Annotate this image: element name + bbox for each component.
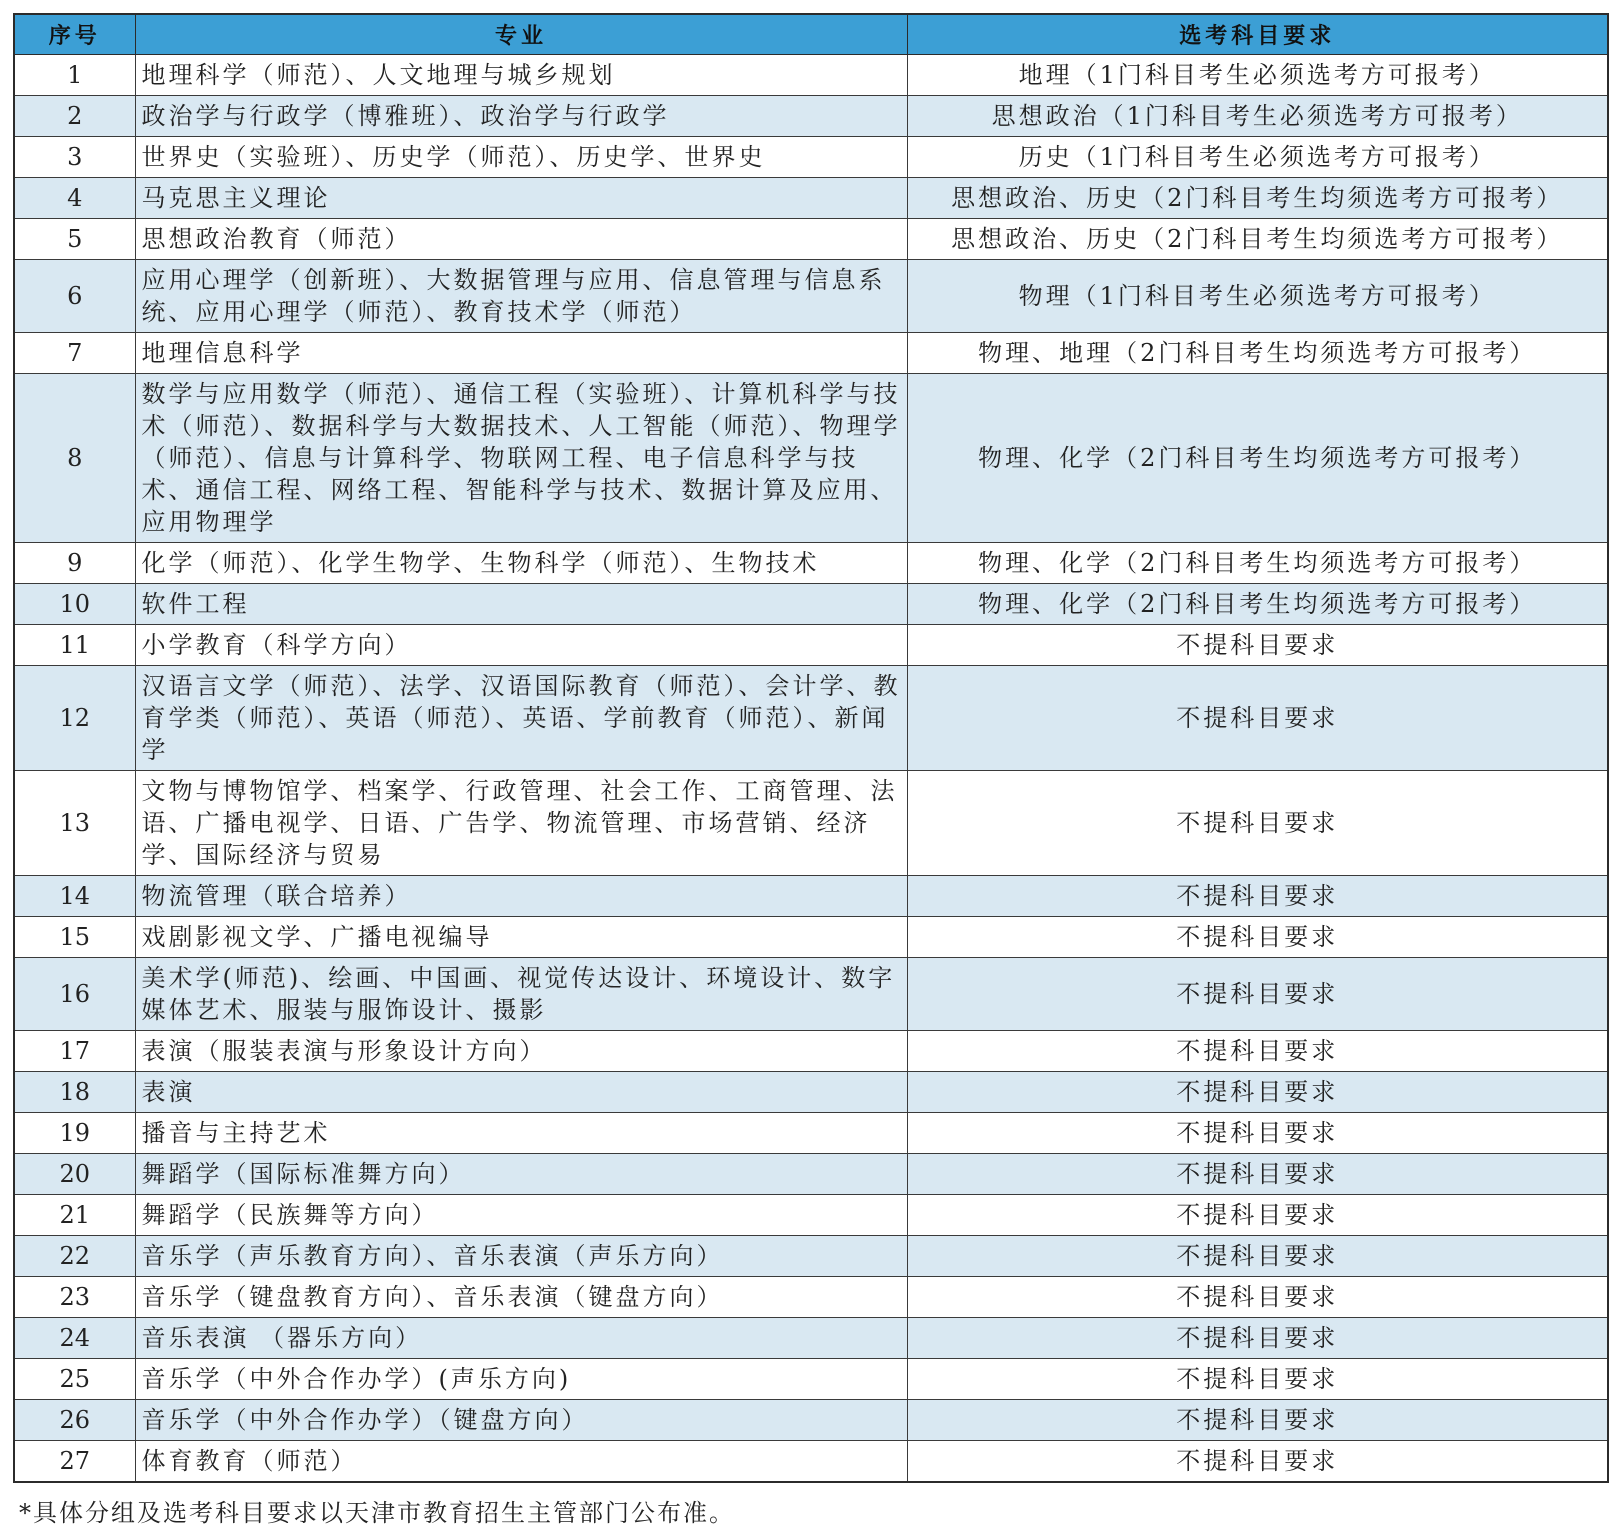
table-row: [14, 1318, 1608, 1359]
row-requirement: 不提科目要求: [907, 1031, 1608, 1072]
row-number: 23: [14, 1277, 135, 1318]
row-major: 化学（师范）、化学生物学、生物科学（师范）、生物技术: [135, 543, 907, 584]
table-row: [14, 1113, 1608, 1154]
row-requirement: 历史（1门科目考生必须选考方可报考）: [907, 137, 1608, 178]
row-major: 体育教育（师范）: [135, 1441, 907, 1483]
table-body: [14, 55, 1608, 1483]
row-major: 音乐学（中外合作办学）（键盘方向）: [135, 1400, 907, 1441]
table-row: [14, 1359, 1608, 1400]
row-requirement: 不提科目要求: [907, 1154, 1608, 1195]
row-requirement: 物理、化学（2门科目考生均须选考方可报考）: [907, 584, 1608, 625]
row-major: 软件工程: [135, 584, 907, 625]
row-major: 物流管理（联合培养）: [135, 876, 907, 917]
table-row: [14, 917, 1608, 958]
row-requirement: 不提科目要求: [907, 771, 1608, 876]
row-requirement: 物理、地理（2门科目考生均须选考方可报考）: [907, 333, 1608, 374]
row-number: 14: [14, 876, 135, 917]
row-major: 音乐学（中外合作办学）(声乐方向): [135, 1359, 907, 1400]
table-row: [14, 1072, 1608, 1113]
row-number: 27: [14, 1441, 135, 1483]
row-number: 21: [14, 1195, 135, 1236]
table-row: [14, 1441, 1608, 1483]
subject-requirements-table: [13, 13, 1609, 1483]
row-number: 12: [14, 666, 135, 771]
table-row: [14, 876, 1608, 917]
row-number: 1: [14, 55, 135, 96]
document: [13, 13, 1607, 1528]
row-major: 马克思主义理论: [135, 178, 907, 219]
row-number: 9: [14, 543, 135, 584]
row-number: 15: [14, 917, 135, 958]
row-requirement: 不提科目要求: [907, 1359, 1608, 1400]
row-requirement: 不提科目要求: [907, 1318, 1608, 1359]
row-major: 音乐表演 （器乐方向）: [135, 1318, 907, 1359]
row-major: 美术学(师范)、绘画、中国画、视觉传达设计、环境设计、数字媒体艺术、服装与服饰设计、摄影: [135, 958, 907, 1031]
row-requirement: 地理（1门科目考生必须选考方可报考）: [907, 55, 1608, 96]
table-row: [14, 55, 1608, 96]
header-row: [14, 14, 1608, 55]
row-major: 数学与应用数学（师范）、通信工程（实验班）、计算机科学与技术（师范）、数据科学与大数据技术、人工智能（师范）、物理学（师范）、信息与计算科学、物联网工程、电子信息科学与技术、通信工程、网络工程、智能科学与技术、数据计算及应用、应用物理学: [135, 374, 907, 543]
row-major: 表演（服装表演与形象设计方向）: [135, 1031, 907, 1072]
row-number: 2: [14, 96, 135, 137]
row-requirement: 物理（1门科目考生必须选考方可报考）: [907, 260, 1608, 333]
row-requirement: 不提科目要求: [907, 958, 1608, 1031]
row-major: 应用心理学（创新班）、大数据管理与应用、信息管理与信息系统、应用心理学（师范）、教育技术学（师范）: [135, 260, 907, 333]
table-row: [14, 771, 1608, 876]
row-major: 思想政治教育（师范）: [135, 219, 907, 260]
row-requirement: 不提科目要求: [907, 1195, 1608, 1236]
row-number: 4: [14, 178, 135, 219]
row-requirement: 不提科目要求: [907, 666, 1608, 771]
table-row: [14, 374, 1608, 543]
row-requirement: 不提科目要求: [907, 1113, 1608, 1154]
table-row: [14, 625, 1608, 666]
row-number: 19: [14, 1113, 135, 1154]
header-major: 专业: [135, 14, 907, 55]
row-requirement: 不提科目要求: [907, 1277, 1608, 1318]
header-requirement: 选考科目要求: [907, 14, 1608, 55]
row-major: 地理信息科学: [135, 333, 907, 374]
row-requirement: 思想政治、历史（2门科目考生均须选考方可报考）: [907, 219, 1608, 260]
row-requirement: 物理、化学（2门科目考生均须选考方可报考）: [907, 543, 1608, 584]
table-row: [14, 543, 1608, 584]
row-number: 17: [14, 1031, 135, 1072]
row-major: 政治学与行政学（博雅班）、政治学与行政学: [135, 96, 907, 137]
row-major: 戏剧影视文学、广播电视编导: [135, 917, 907, 958]
row-major: 世界史（实验班）、历史学（师范）、历史学、世界史: [135, 137, 907, 178]
row-number: 18: [14, 1072, 135, 1113]
row-number: 13: [14, 771, 135, 876]
row-requirement: 物理、化学（2门科目考生均须选考方可报考）: [907, 374, 1608, 543]
header-no: 序号: [14, 14, 135, 55]
table-row: [14, 1400, 1608, 1441]
row-number: 10: [14, 584, 135, 625]
table-row: [14, 178, 1608, 219]
row-requirement: 不提科目要求: [907, 1400, 1608, 1441]
table-row: [14, 1277, 1608, 1318]
table-row: [14, 219, 1608, 260]
row-number: 7: [14, 333, 135, 374]
row-requirement: 不提科目要求: [907, 917, 1608, 958]
row-major: 汉语言文学（师范）、法学、汉语国际教育（师范）、会计学、教育学类（师范）、英语（师范）、英语、学前教育（师范）、新闻学: [135, 666, 907, 771]
row-major: 小学教育（科学方向）: [135, 625, 907, 666]
row-number: 8: [14, 374, 135, 543]
table-row: [14, 584, 1608, 625]
table-row: [14, 666, 1608, 771]
row-number: 5: [14, 219, 135, 260]
table-row: [14, 137, 1608, 178]
table-header: [14, 14, 1608, 55]
row-requirement: 不提科目要求: [907, 876, 1608, 917]
row-requirement: 思想政治（1门科目考生必须选考方可报考）: [907, 96, 1608, 137]
row-number: 22: [14, 1236, 135, 1277]
row-requirement: 思想政治、历史（2门科目考生均须选考方可报考）: [907, 178, 1608, 219]
footnote: *具体分组及选考科目要求以天津市教育招生主管部门公布准。: [19, 1499, 735, 1527]
row-number: 11: [14, 625, 135, 666]
table-row: [14, 1236, 1608, 1277]
row-number: 20: [14, 1154, 135, 1195]
table-row: [14, 1195, 1608, 1236]
row-number: 24: [14, 1318, 135, 1359]
row-major: 舞蹈学（国际标准舞方向）: [135, 1154, 907, 1195]
row-major: 舞蹈学（民族舞等方向）: [135, 1195, 907, 1236]
row-requirement: 不提科目要求: [907, 1072, 1608, 1113]
row-major: 音乐学（声乐教育方向）、音乐表演（声乐方向）: [135, 1236, 907, 1277]
table-row: [14, 1154, 1608, 1195]
table-row: [14, 96, 1608, 137]
row-major: 地理科学（师范）、人文地理与城乡规划: [135, 55, 907, 96]
row-major: 音乐学（键盘教育方向）、音乐表演（键盘方向）: [135, 1277, 907, 1318]
row-requirement: 不提科目要求: [907, 625, 1608, 666]
table-row: [14, 958, 1608, 1031]
row-number: 6: [14, 260, 135, 333]
row-major: 文物与博物馆学、档案学、行政管理、社会工作、工商管理、法语、广播电视学、日语、广告学、物流管理、市场营销、经济学、国际经济与贸易: [135, 771, 907, 876]
row-requirement: 不提科目要求: [907, 1441, 1608, 1483]
row-major: 播音与主持艺术: [135, 1113, 907, 1154]
table-row: [14, 333, 1608, 374]
table-row: [14, 1031, 1608, 1072]
table-row: [14, 260, 1608, 333]
row-number: 3: [14, 137, 135, 178]
row-number: 26: [14, 1400, 135, 1441]
row-requirement: 不提科目要求: [907, 1236, 1608, 1277]
row-number: 16: [14, 958, 135, 1031]
row-number: 25: [14, 1359, 135, 1400]
row-major: 表演: [135, 1072, 907, 1113]
